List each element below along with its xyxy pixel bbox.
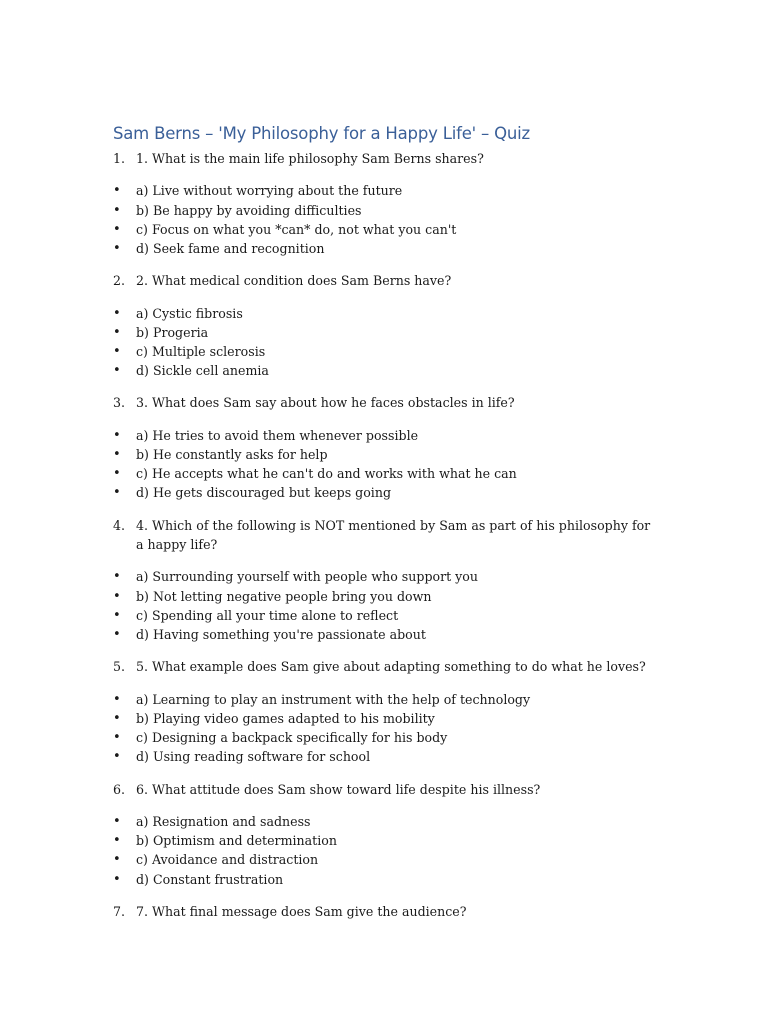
answer-options-list (113, 812, 658, 889)
quiz-question (113, 516, 658, 555)
bullet-icon: • (113, 485, 121, 501)
question-text: 6. What attitude does Sam show toward life despite his illness? (136, 781, 541, 797)
bullet-icon: • (113, 627, 121, 643)
answer-option-text: c) Designing a backpack specifically for his body (136, 730, 448, 746)
answer-option-text: d) Seek fame and recognition (136, 241, 325, 257)
answer-options-list (113, 181, 658, 258)
bullet-icon: • (113, 447, 121, 463)
question-number: 2. (113, 273, 126, 289)
question-number: 6. (113, 781, 126, 797)
bullet-icon: • (113, 221, 121, 237)
question-text: 7. What final message does Sam give the audience? (136, 903, 467, 919)
question-text: 2. What medical condition does Sam Berns have? (136, 273, 452, 289)
answer-option-text: a) Learning to play an instrument with the help of technology (136, 691, 531, 707)
question-number: 7. (113, 903, 126, 919)
answer-option (113, 483, 658, 502)
bullet-icon: • (113, 691, 121, 707)
answer-option-text: c) Multiple sclerosis (136, 344, 266, 360)
quiz-question (113, 393, 658, 412)
answer-option (113, 445, 658, 464)
bullet-icon: • (113, 730, 121, 746)
answer-option (113, 831, 658, 850)
answer-option-text: a) He tries to avoid them whenever possible (136, 427, 419, 443)
answer-option-text: d) Having something you're passionate about (136, 627, 426, 643)
answer-option-text: d) Using reading software for school (136, 749, 371, 765)
answer-option-text: c) Focus on what you *can* do, not what you can't (136, 221, 457, 237)
document-title: Sam Berns – 'My Philosophy for a Happy Life' – Quiz (113, 124, 531, 143)
answer-option (113, 239, 658, 258)
answer-option-text: c) He accepts what he can't do and works with what he can (136, 466, 517, 482)
quiz-question (113, 657, 658, 676)
answer-option-text: a) Surrounding yourself with people who support you (136, 569, 478, 585)
bullet-icon: • (113, 344, 121, 360)
answer-option (113, 342, 658, 361)
bullet-icon: • (113, 466, 121, 482)
answer-options-list (113, 304, 658, 381)
bullet-icon: • (113, 202, 121, 218)
answer-option-text: a) Resignation and sadness (136, 813, 311, 829)
question-number: 5. (113, 659, 126, 675)
bullet-icon: • (113, 363, 121, 379)
answer-option (113, 709, 658, 728)
bullet-icon: • (113, 183, 121, 199)
answer-option-text: b) Optimism and determination (136, 833, 337, 849)
answer-option (113, 690, 658, 709)
answer-option-text: b) Progeria (136, 324, 209, 340)
answer-option (113, 464, 658, 483)
bullet-icon: • (113, 427, 121, 443)
question-text: 3. What does Sam say about how he faces obstacles in life? (136, 395, 515, 411)
answer-option-text: b) He constantly asks for help (136, 447, 328, 463)
bullet-icon: • (113, 710, 121, 726)
answer-option (113, 812, 658, 831)
answer-option (113, 426, 658, 445)
bullet-icon: • (113, 852, 121, 868)
quiz-question (113, 149, 658, 168)
answer-option (113, 870, 658, 889)
bullet-icon: • (113, 569, 121, 585)
bullet-icon: • (113, 305, 121, 321)
quiz-question (113, 902, 658, 921)
answer-option-text: c) Spending all your time alone to reflect (136, 607, 399, 623)
answer-option (113, 567, 658, 586)
question-number: 3. (113, 395, 126, 411)
answer-options-list (113, 690, 658, 767)
answer-option (113, 747, 658, 766)
answer-option-text: a) Cystic fibrosis (136, 305, 243, 321)
answer-option-text: b) Playing video games adapted to his mobility (136, 710, 435, 726)
bullet-icon: • (113, 241, 121, 257)
question-text: 1. What is the main life philosophy Sam Berns shares? (136, 151, 484, 166)
question-number: 1. (113, 151, 126, 166)
answer-option-text: b) Be happy by avoiding difficulties (136, 202, 362, 218)
bullet-icon: • (113, 324, 121, 340)
answer-options-list (113, 567, 658, 644)
answer-option (113, 220, 658, 239)
answer-option (113, 361, 658, 380)
answer-option-text: a) Live without worrying about the future (136, 183, 403, 199)
answer-options-list (113, 426, 658, 503)
bullet-icon: • (113, 813, 121, 829)
quiz-question (113, 271, 658, 290)
bullet-icon: • (113, 871, 121, 887)
answer-option (113, 850, 658, 869)
answer-option-text: d) Constant frustration (136, 871, 284, 887)
answer-option-text: d) He gets discouraged but keeps going (136, 485, 392, 501)
question-text: 5. What example does Sam give about adapting something to do what he loves? (136, 659, 646, 675)
answer-option (113, 587, 658, 606)
answer-option (113, 304, 658, 323)
bullet-icon: • (113, 833, 121, 849)
bullet-icon: • (113, 588, 121, 604)
bullet-icon: • (113, 749, 121, 765)
answer-option (113, 606, 658, 625)
answer-option-text: b) Not letting negative people bring you down (136, 588, 432, 604)
answer-option-text: d) Sickle cell anemia (136, 363, 269, 379)
answer-option (113, 625, 658, 644)
question-text: 4. Which of the following is NOT mentioned by Sam as part of his philosophy for a happy life? (136, 517, 651, 553)
answer-option-text: c) Avoidance and distraction (136, 852, 319, 868)
question-number: 4. (113, 517, 126, 533)
answer-option (113, 201, 658, 220)
bullet-icon: • (113, 607, 121, 623)
answer-option (113, 323, 658, 342)
quiz-body (113, 149, 658, 934)
answer-option (113, 728, 658, 747)
answer-option (113, 181, 658, 200)
quiz-question (113, 780, 658, 799)
